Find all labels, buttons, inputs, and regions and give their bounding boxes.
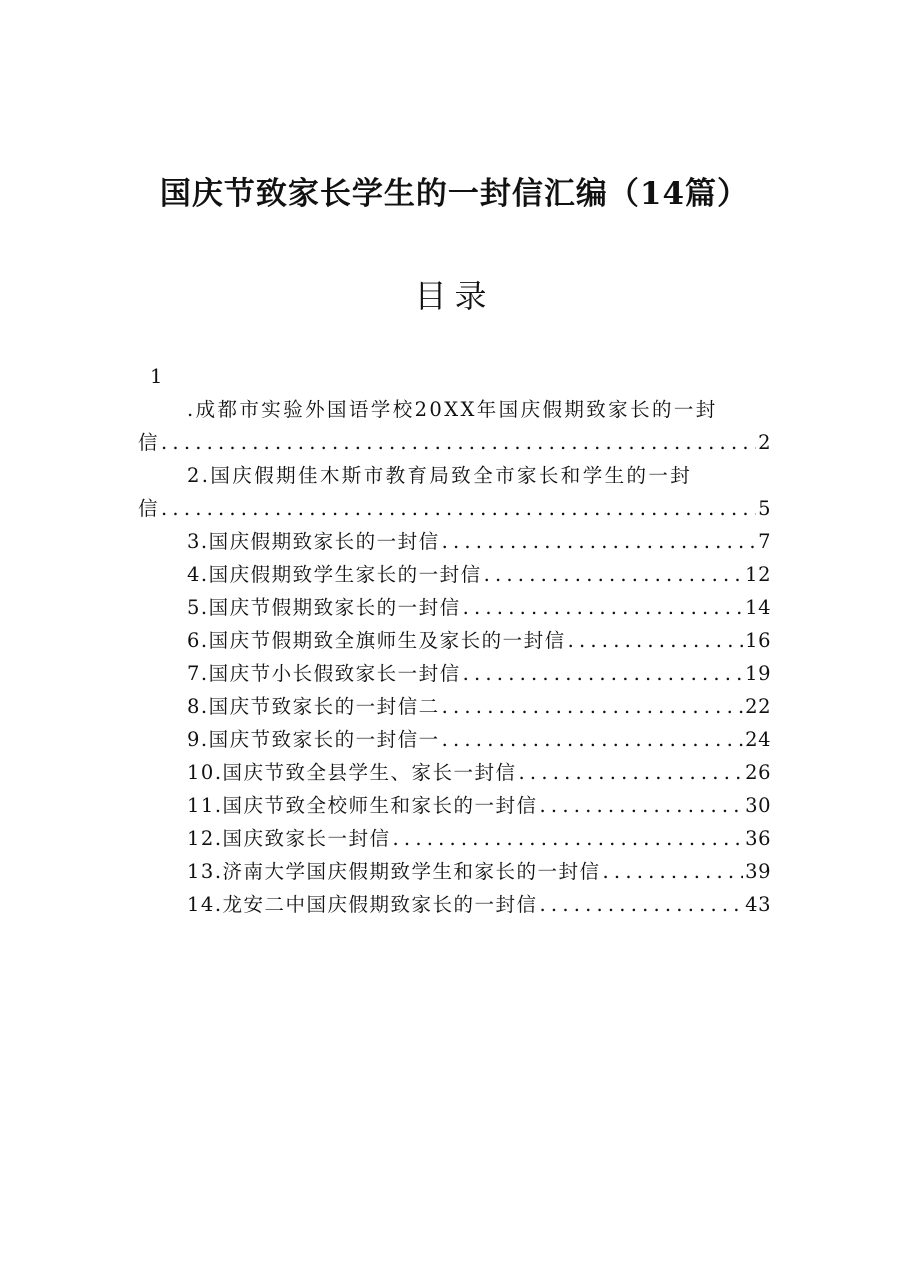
toc-entry-label: 11.国庆节致全校师生和家长的一封信 [187,794,538,817]
toc-entry-label: 14.龙安二中国庆假期致家长的一封信 [187,893,538,916]
toc-page-number: 16 [745,629,771,652]
toc-entry-label: 7.国庆节小长假致家长一封信 [187,662,461,685]
toc-entry-5[interactable] [187,595,771,621]
toc-entry-2-continuation[interactable] [138,496,771,522]
toc-page-number: 22 [745,695,771,718]
dot-leader [442,727,744,753]
dot-leader [442,694,744,720]
dot-leader [540,793,744,819]
dot-leader [603,859,744,885]
toc-page-number: 24 [745,728,771,751]
toc-entry-1-continuation[interactable] [138,430,771,456]
dot-leader [568,628,744,654]
toc-entry-label: 9.国庆节致家长的一封信一 [187,728,440,751]
toc-page-number: 19 [745,662,771,685]
dot-leader [393,826,744,852]
dot-leader [161,496,756,522]
toc-page-number: 12 [745,563,771,586]
toc-page-number: 5 [758,497,771,520]
toc-entry-7[interactable] [187,661,771,687]
toc-page-number: 2 [758,431,771,454]
dot-leader [442,529,756,555]
dot-leader [540,892,744,918]
toc-entry-10[interactable] [187,760,771,786]
toc-entry-4[interactable] [187,562,771,588]
toc-entry-label: 4.国庆假期致学生家长的一封信 [187,563,482,586]
toc-page-number: 39 [745,860,771,883]
toc-page-number: 14 [745,596,771,619]
toc-entry-11[interactable] [187,793,771,819]
toc-entry-label: 5.国庆节假期致家长的一封信 [187,596,461,619]
toc-entry-label: 8.国庆节致家长的一封信二 [187,695,440,718]
toc-entry-label: 3.国庆假期致家长的一封信 [187,530,440,553]
toc-page-number: 7 [758,530,771,553]
toc-page-number: 30 [745,794,771,817]
dot-leader [463,595,744,621]
toc-entry-1-title[interactable]: .成都市实验外国语学校20XX年国庆假期致家长的一封 [187,398,718,421]
toc-entry-label: 信 [138,497,160,520]
toc-entry-6[interactable] [187,628,771,654]
toc-page-number: 43 [745,893,771,916]
toc-entry-8[interactable] [187,694,771,720]
toc-entry-2-title[interactable]: 2.国庆假期佳木斯市教育局致全市家长和学生的一封 [187,464,693,487]
toc-entry-label: 6.国庆节假期致全旗师生及家长的一封信 [187,629,566,652]
dot-leader [161,430,756,456]
dot-leader [463,661,744,687]
toc-page-number: 36 [745,827,771,850]
toc-heading: 目录 [414,277,495,315]
toc-entry-1-number: 1 [150,365,163,388]
document-title: 国庆节致家长学生的一封信汇编（14篇） [159,176,750,212]
toc-page-number: 26 [745,761,771,784]
dot-leader [484,562,744,588]
toc-entry-3[interactable] [187,529,771,555]
toc-entry-label: 信 [138,431,160,454]
toc-entry-label: 13.济南大学国庆假期致学生和家长的一封信 [187,860,601,883]
toc-entry-14[interactable] [187,892,771,918]
toc-entry-9[interactable] [187,727,771,753]
toc-entry-12[interactable] [187,826,771,852]
toc-entry-13[interactable] [187,859,771,885]
toc-entry-label: 10.国庆节致全县学生、家长一封信 [187,761,517,784]
dot-leader [519,760,744,786]
toc-entry-label: 12.国庆致家长一封信 [187,827,391,850]
